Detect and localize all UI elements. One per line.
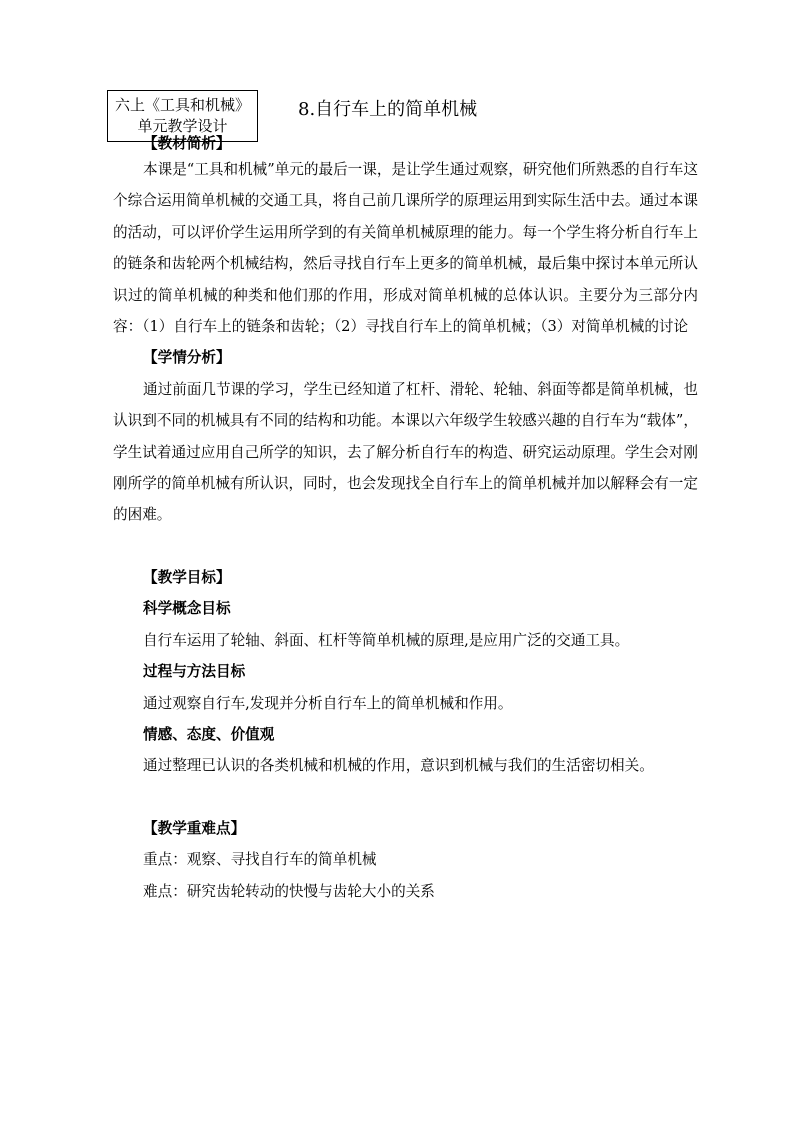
blank-line [113,782,698,813]
materials-heading: 【教材简析】 [143,135,231,152]
blank-line [113,531,698,562]
emotion-goal-heading: 情感、态度、价值观 [143,725,275,743]
process-goal-heading: 过程与方法目标 [143,663,246,681]
students-paragraph: 通过前面几节课的学习，学生已经知道了杠杆、滑轮、轮轴、斜面等都是简单机械，也认识到不同的机械具有不同的结构和功能。本课以六年级学生较感兴趣的自行车为“载体”，学生试着通过应用自己所学的知识，去了解分析自行车的构造、研究运动原理。学生会对刚刚所学的简单机械有所认识，同时，也会发现找全自行车上的简单机械并加以解释会有一定的困难。 [113,380,698,524]
emotion-goal-text: 通过整理已认识的各类机械和机械的作用，意识到机械与我们的生活密切相关。 [143,757,654,775]
difficulty-text: 难点：研究齿轮转动的快慢与齿轮大小的关系 [143,882,435,900]
key-point-text: 重点：观察、寻找自行车的简单机械 [143,851,377,869]
unit-label-line1: 六上《工具和机械》 [114,96,250,114]
document-body [113,132,698,907]
science-goal-text: 自行车运用了轮轴、斜面、杠杆等简单机械的原理,是应用广泛的交通工具。 [143,631,630,649]
science-goal-heading: 科学概念目标 [143,600,231,618]
unit-label-line2: 单元教学设计 [137,117,228,135]
materials-paragraph: 本课是“工具和机械”单元的最后一课，是让学生通过观察，研究他们所熟悉的自行车这个综合运用简单机械的交通工具，将自己前几课所学的原理运用到实际生活中去。通过本课的活动，可以评价学生运用所学到的有关简单机械原理的能力。每一个学生将分析自行车上的链条和齿轮两个机械结构，然后寻找自行车上更多的简单机械，最后集中探讨本单元所认识过的简单机械的种类和他们那的作用，形成对简单机械的总体认识。主要分为三部分内容：（1）自行车上的链条和齿轮；（2）寻找自行车上的简单机械；（3）对简单机械的讨论 [113,161,698,336]
process-goal-text: 通过观察自行车,发现并分析自行车上的简单机械和作用。 [143,694,513,712]
key-points-heading: 【教学重难点】 [143,819,246,837]
page-title: 8.自行车上的简单机械 [298,99,478,120]
students-heading: 【学情分析】 [143,349,231,367]
goals-heading: 【教学目标】 [143,568,231,586]
